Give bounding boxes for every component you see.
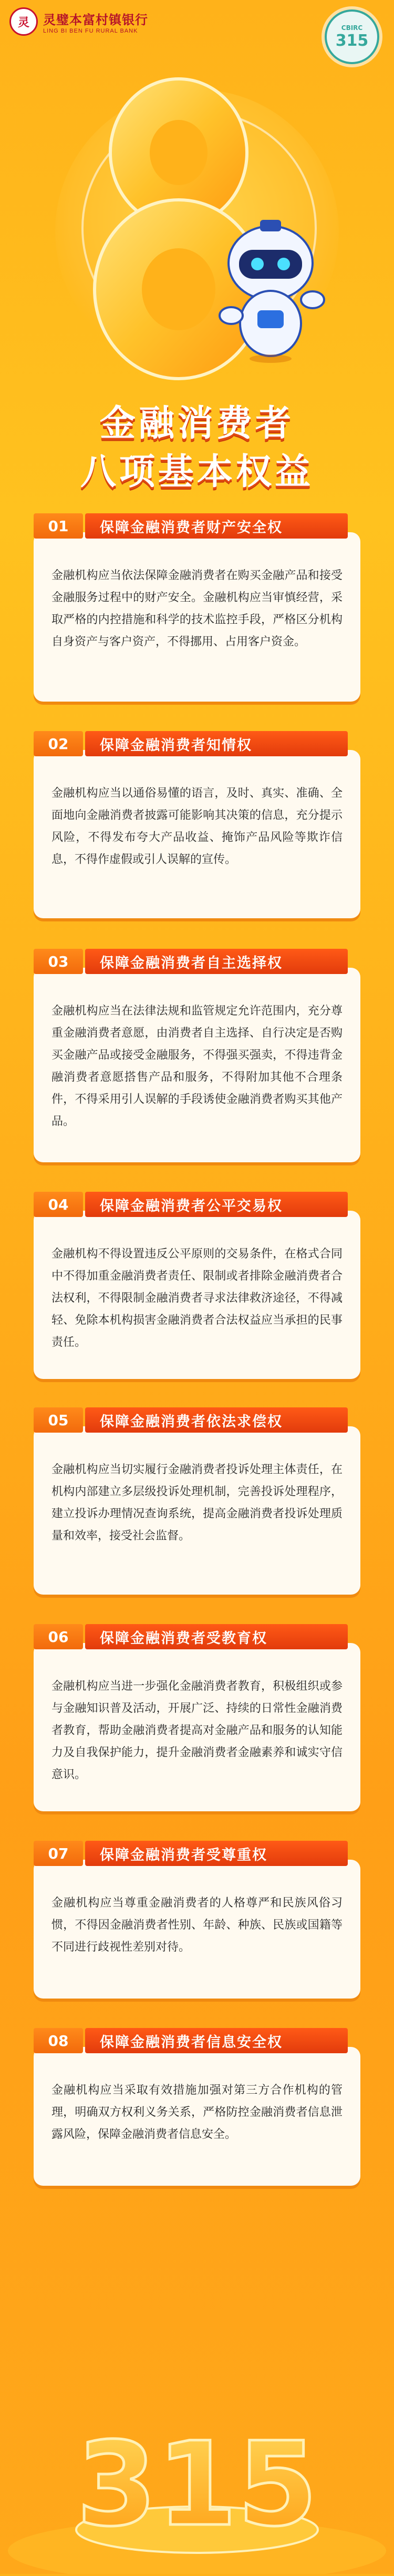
card-title: 保障金融消费者依法求偿权 — [85, 1407, 348, 1433]
card-text: 金融机构应当采取有效措施加强对第三方合作机构的管理，明确双方权利义务关系，严格防控金融消费者信息泄露风险，保障金融消费者信息安全。 — [51, 2084, 343, 2141]
card-header — [28, 945, 366, 977]
card-number: 08 — [34, 2028, 83, 2053]
card-number: 05 — [34, 1407, 83, 1433]
card-text: 金融机构应当依法保障金融消费者在购买金融产品和接受金融服务过程中的财产安全。金融机构应当审慎经营，采取严格的内控措施和科学的技术监控手段，严格区分机构自身资产与客户资产，不得挪用、占用客户资金。 — [51, 569, 343, 648]
right-card-02 — [34, 735, 360, 918]
card-text: 金融机构应当进一步强化金融消费者教育，积极组织或参与金融知识普及活动，开展广泛、持续的日常性金融消费者教育，帮助金融消费者提高对金融产品和服务的认知能力及自我保护能力，提升金融消费者金融素养和诚实守信意识。 — [51, 1680, 343, 1781]
card-text: 金融机构应当切实履行金融消费者投诉处理主体责任，在机构内部建立多层级投诉处理机制，完善投诉处理程序，建立投诉办理情况查询系统，提高金融消费者投诉处理质量和效率，接受社会监督。 — [51, 1463, 343, 1543]
bank-logo — [9, 7, 148, 36]
card-text: 金融机构应当尊重金融消费者的人格尊严和民族风俗习惯，不得因金融消费者性别、年龄、种族、民族或国籍等不同进行歧视性差别对待。 — [51, 1896, 343, 1954]
card-header — [28, 727, 366, 759]
card-text: 金融机构应当在法律法规和监管规定允许范围内，充分尊重金融消费者意愿，由消费者自主选择、自行决定是否购买金融产品或接受金融服务，不得强买强卖，不得违背金融消费者意愿搭售产品和服务，不得附加其他不合理条件，不得采用引人误解的手段诱使金融消费者购买其他产品。 — [51, 1005, 343, 1128]
right-card-01 — [34, 517, 360, 702]
page-title — [0, 400, 394, 496]
robot-mascot-icon — [208, 216, 334, 363]
card-title: 保障金融消费者知情权 — [85, 731, 348, 756]
card-title: 保障金融消费者自主选择权 — [85, 949, 348, 974]
card-text: 金融机构不得设置违反公平原则的交易条件，在格式合同中不得加重金融消费者责任、限制或者排除金融消费者合法权利，不得限制金融消费者寻求法律救济途径，不得减轻、免除本机构损害金融消费者合法权益应当承担的民事责任。 — [51, 1248, 343, 1349]
bank-name-en: LING BI BEN FU RURAL BANK — [43, 27, 138, 34]
right-card-07 — [34, 1844, 360, 1999]
card-number: 01 — [34, 513, 83, 539]
header — [0, 0, 394, 58]
card-text: 金融机构应当以通俗易懂的语言，及时、真实、准确、全面地向金融消费者披露可能影响其决策的信息，充分提示风险，不得发布夸大产品收益、掩饰产品风险等欺诈信息，不得作虚假或引人误解的宣传。 — [51, 787, 343, 866]
card-number: 06 — [34, 1624, 83, 1649]
card-title: 保障金融消费者公平交易权 — [85, 1192, 348, 1217]
card-header — [28, 1837, 366, 1869]
bank-name: 灵璧本富村镇银行 — [43, 12, 148, 27]
right-card-03 — [34, 952, 360, 1162]
number-315-icon — [0, 2356, 394, 2574]
card-header — [28, 1403, 366, 1436]
right-card-06 — [34, 1628, 360, 1811]
card-title: 保障金融消费者信息安全权 — [85, 2028, 348, 2053]
right-card-08 — [34, 2032, 360, 2186]
card-header — [28, 1620, 366, 1652]
card-number: 04 — [34, 1192, 83, 1217]
svg-text:315: 315 — [76, 2417, 318, 2552]
card-number: 02 — [34, 731, 83, 756]
title-line-2: 八项基本权益 — [80, 451, 314, 493]
badge-315 — [325, 9, 379, 64]
right-card-05 — [34, 1411, 360, 1595]
right-card-04 — [34, 1195, 360, 1379]
card-header — [28, 1188, 366, 1220]
badge-org: CBIRC — [341, 24, 363, 32]
title-line-1: 金融消费者 — [99, 403, 294, 444]
card-number: 03 — [34, 949, 83, 974]
card-header — [28, 2024, 366, 2056]
card-header — [28, 509, 366, 542]
card-title: 保障金融消费者财产安全权 — [85, 513, 348, 539]
card-number: 07 — [34, 1841, 83, 1866]
bank-emblem-icon: 灵 — [9, 7, 38, 36]
badge-number: 315 — [335, 31, 369, 50]
bottom-illustration — [0, 2356, 394, 2574]
hero-illustration — [0, 58, 394, 384]
card-title: 保障金融消费者受教育权 — [85, 1624, 348, 1649]
card-title: 保障金融消费者受尊重权 — [85, 1841, 348, 1866]
